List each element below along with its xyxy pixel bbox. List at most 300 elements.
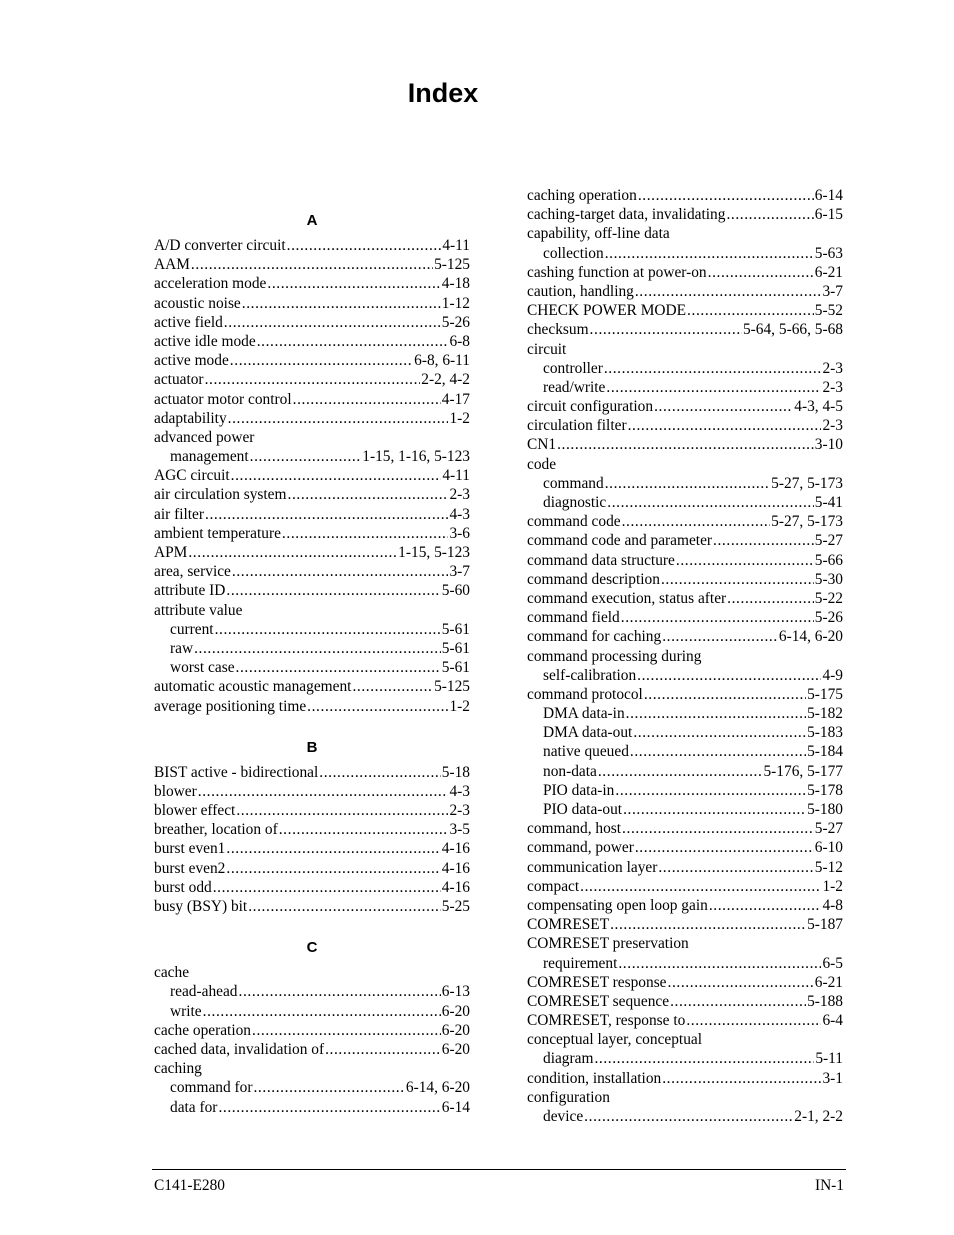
page-reference: 5-26 xyxy=(814,609,843,627)
index-entry xyxy=(154,294,470,313)
index-entry xyxy=(527,551,843,570)
dot-leader xyxy=(676,551,814,570)
index-heading xyxy=(527,1030,843,1049)
index-term: acoustic noise xyxy=(154,294,241,312)
dot-leader xyxy=(584,1107,793,1126)
dot-leader xyxy=(637,666,821,685)
dot-leader xyxy=(352,677,433,696)
page-reference: 6-20 xyxy=(441,1021,470,1039)
index-term: active mode xyxy=(154,352,229,370)
index-term: code xyxy=(527,455,557,473)
index-entry xyxy=(527,992,843,1011)
index-entry xyxy=(154,466,470,485)
dot-leader xyxy=(670,992,806,1011)
index-entry xyxy=(154,313,470,332)
dot-leader xyxy=(287,236,442,255)
dot-leader xyxy=(194,639,441,658)
page-reference: 4-9 xyxy=(822,666,843,684)
dot-leader xyxy=(248,897,441,916)
index-term: caution, handling xyxy=(527,282,634,300)
page-reference: 4-11 xyxy=(442,467,470,485)
dot-leader xyxy=(662,627,778,646)
index-subentry xyxy=(154,1002,470,1021)
index-term: PIO data-out xyxy=(543,801,623,818)
dot-leader xyxy=(188,543,397,562)
page-reference: 6-8, 6-11 xyxy=(414,352,470,370)
index-term: air filter xyxy=(154,505,204,523)
index-entry xyxy=(154,485,470,504)
index-term: blower effect xyxy=(154,802,236,820)
dot-leader xyxy=(623,800,806,819)
dot-leader xyxy=(288,485,449,504)
index-entry xyxy=(527,877,843,896)
index-entry xyxy=(527,838,843,857)
dot-leader xyxy=(618,954,821,973)
dot-leader xyxy=(218,1098,440,1117)
index-term: native queued xyxy=(543,743,629,761)
dot-leader xyxy=(658,858,813,877)
index-term: worst case xyxy=(170,659,235,677)
dot-leader xyxy=(252,1021,441,1040)
index-entry xyxy=(154,562,470,581)
index-heading xyxy=(154,963,470,982)
index-term: command field xyxy=(527,609,620,627)
page-reference: 5-25 xyxy=(441,898,470,915)
index-term: COMRESET sequence xyxy=(527,992,670,1010)
page-reference: 6-20 xyxy=(441,1002,470,1020)
index-entry xyxy=(154,524,470,543)
page-reference: 1-12 xyxy=(441,294,470,312)
section-gap xyxy=(154,916,470,933)
index-subentry xyxy=(527,244,843,263)
dot-leader xyxy=(226,581,440,600)
page-reference: 4-18 xyxy=(441,275,470,293)
dot-leader xyxy=(621,608,814,627)
dot-leader xyxy=(635,282,822,301)
index-term: APM xyxy=(154,544,188,561)
dot-leader xyxy=(605,474,770,493)
index-entry xyxy=(154,859,470,878)
dot-leader xyxy=(215,620,441,639)
index-term: read/write xyxy=(543,378,606,396)
index-term: acceleration mode xyxy=(154,275,267,293)
dot-leader xyxy=(230,351,413,370)
dot-leader xyxy=(250,447,362,466)
section-letter: C xyxy=(306,939,318,957)
index-term: non-data xyxy=(543,762,597,780)
dot-leader xyxy=(226,839,440,858)
page-reference: 3-7 xyxy=(822,282,843,300)
index-term: breather, location of xyxy=(154,821,278,839)
page-reference: 5-41 xyxy=(814,494,843,511)
page-reference: 1-2 xyxy=(449,697,470,715)
index-subentry xyxy=(527,704,843,723)
index-column-left xyxy=(154,206,470,1117)
dot-leader xyxy=(628,416,822,435)
index-entry xyxy=(527,531,843,550)
index-term: compact xyxy=(527,877,580,895)
page-reference: 5-26 xyxy=(441,313,470,331)
page-reference: 6-14 xyxy=(441,1098,470,1116)
index-entry xyxy=(154,697,470,716)
index-entry xyxy=(527,1069,843,1088)
index-term: cached data, invalidation of xyxy=(154,1040,325,1058)
index-term: management xyxy=(170,448,249,466)
dot-leader xyxy=(622,819,814,838)
index-heading xyxy=(527,455,843,474)
page-reference: 4-3, 4-5 xyxy=(794,398,843,416)
index-term: actuator motor control xyxy=(154,390,292,408)
dot-leader xyxy=(205,370,421,389)
index-term: CN1 xyxy=(527,436,557,454)
index-term: diagnostic xyxy=(543,494,607,511)
index-term: controller xyxy=(543,359,603,377)
index-term: command for caching xyxy=(527,628,662,646)
index-entry xyxy=(527,973,843,992)
page-reference: 5-27 xyxy=(814,532,843,550)
index-entry xyxy=(527,627,843,646)
index-entry xyxy=(527,320,843,339)
index-entry xyxy=(527,819,843,838)
page-reference: 2-3 xyxy=(822,417,843,435)
index-entry xyxy=(527,608,843,627)
index-heading xyxy=(154,601,470,620)
dot-leader xyxy=(713,531,814,550)
index-term: active field xyxy=(154,313,223,331)
index-term: COMRESET xyxy=(527,916,610,934)
index-term: caching operation xyxy=(527,187,637,204)
dot-leader xyxy=(257,332,449,351)
page-reference: 2-3 xyxy=(449,802,470,820)
index-term: BIST active - bidirectional xyxy=(154,763,319,781)
index-term: PIO data-in xyxy=(543,781,615,799)
page-reference: 5-66 xyxy=(814,551,843,569)
dot-leader xyxy=(607,493,814,512)
page-reference: 5-52 xyxy=(814,302,843,320)
index-subentry xyxy=(154,620,470,639)
page-reference: 6-13 xyxy=(441,983,470,1001)
index-subentry xyxy=(154,1098,470,1117)
index-entry xyxy=(527,435,843,454)
page-reference: 1-2 xyxy=(449,409,470,427)
dot-leader xyxy=(307,697,448,716)
page-reference: 5-188 xyxy=(807,992,843,1010)
page-reference: 5-61 xyxy=(441,620,470,638)
page-reference: 6-14, 6-20 xyxy=(405,1079,470,1097)
index-heading xyxy=(154,1059,470,1078)
dot-leader xyxy=(622,512,771,531)
page-reference: 1-15, 1-16, 5-123 xyxy=(362,448,470,466)
page-reference: 6-14, 6-20 xyxy=(778,628,843,646)
dot-leader xyxy=(604,359,822,378)
index-heading xyxy=(527,647,843,666)
dot-leader xyxy=(610,915,806,934)
index-term: command, power xyxy=(527,839,634,857)
index-term: data for xyxy=(170,1098,218,1116)
index-term: average positioning time xyxy=(154,697,307,715)
dot-leader xyxy=(203,1002,441,1021)
index-heading xyxy=(527,934,843,953)
index-entry xyxy=(527,570,843,589)
index-entry xyxy=(527,685,843,704)
index-term: caching-target data, invalidating xyxy=(527,206,726,224)
index-entry xyxy=(527,1011,843,1030)
page-reference: 5-11 xyxy=(815,1050,843,1068)
dot-leader xyxy=(686,1011,821,1030)
page-reference: 3-1 xyxy=(822,1069,843,1087)
page-reference: 6-21 xyxy=(814,263,843,281)
page-reference: 5-183 xyxy=(807,724,843,742)
dot-leader xyxy=(662,1069,821,1088)
index-subentry xyxy=(527,666,843,685)
dot-leader xyxy=(213,878,441,897)
index-heading xyxy=(527,1088,843,1107)
index-subentry xyxy=(527,800,843,819)
index-entry xyxy=(154,332,470,351)
index-entry xyxy=(154,351,470,370)
index-term: ambient temperature xyxy=(154,524,281,542)
page-reference: 4-17 xyxy=(441,390,470,408)
index-subentry xyxy=(527,781,843,800)
index-subentry xyxy=(527,723,843,742)
index-term: write xyxy=(170,1002,202,1020)
page-number: IN-1 xyxy=(814,1177,844,1194)
footer-rule xyxy=(152,1169,846,1170)
page-reference: 6-10 xyxy=(814,839,843,857)
page-reference: 1-15, 5-123 xyxy=(398,544,470,561)
index-entry xyxy=(154,820,470,839)
page-reference: 5-27 xyxy=(814,820,843,838)
index-term: circulation filter xyxy=(527,417,627,435)
index-subentry xyxy=(527,762,843,781)
page-reference: 5-61 xyxy=(441,659,470,677)
dot-leader xyxy=(633,723,806,742)
index-subentry xyxy=(154,982,470,1001)
page-reference: 5-178 xyxy=(807,781,843,799)
index-entry xyxy=(154,409,470,428)
index-subentry xyxy=(154,658,470,677)
page-reference: 4-16 xyxy=(441,840,470,858)
dot-leader xyxy=(626,704,806,723)
dot-leader xyxy=(293,390,441,409)
index-subentry xyxy=(527,359,843,378)
index-entry xyxy=(527,512,843,531)
index-term: burst even1 xyxy=(154,840,226,858)
index-term: command protocol xyxy=(527,685,643,703)
index-term: air circulation system xyxy=(154,486,287,504)
page-reference: 3-6 xyxy=(449,524,470,542)
index-term: checksum xyxy=(527,321,589,339)
dot-leader xyxy=(661,570,814,589)
page-reference: 5-27, 5-173 xyxy=(771,474,843,492)
dot-leader xyxy=(279,820,449,839)
dot-leader xyxy=(590,320,742,339)
page-reference: 4-11 xyxy=(442,237,470,254)
index-term: command description xyxy=(527,570,660,588)
index-term: AGC circuit xyxy=(154,467,230,485)
dot-leader xyxy=(644,685,806,704)
page-reference: 6-20 xyxy=(441,1040,470,1058)
index-term: COMRESET response xyxy=(527,973,667,991)
index-term: circuit configuration xyxy=(527,398,654,416)
index-term: attribute value xyxy=(154,601,243,619)
page-reference: 5-184 xyxy=(807,743,843,761)
index-term: circuit xyxy=(527,340,567,358)
index-term: diagram xyxy=(543,1050,594,1068)
index-entry xyxy=(527,589,843,608)
page-reference: 2-3 xyxy=(822,378,843,396)
index-term: configuration xyxy=(527,1088,610,1106)
page-reference: 5-22 xyxy=(814,589,843,607)
index-term: condition, installation xyxy=(527,1069,662,1087)
dot-leader xyxy=(325,1040,441,1059)
index-term: blower xyxy=(154,782,197,800)
index-entry xyxy=(154,543,470,562)
page-reference: 6-15 xyxy=(814,206,843,224)
dot-leader xyxy=(615,781,806,800)
index-term: conceptual layer, conceptual xyxy=(527,1031,703,1049)
index-heading xyxy=(527,340,843,359)
dot-leader xyxy=(319,763,441,782)
index-term: attribute ID xyxy=(154,582,226,600)
index-entry xyxy=(527,915,843,934)
dot-leader xyxy=(191,255,433,274)
dot-leader xyxy=(282,524,449,543)
index-subentry xyxy=(527,1049,843,1068)
dot-leader xyxy=(557,435,814,454)
index-term: COMRESET, response to xyxy=(527,1012,686,1030)
page-reference: 6-5 xyxy=(822,954,843,972)
dot-leader xyxy=(267,274,440,293)
dot-leader xyxy=(205,505,448,524)
section-letter: A xyxy=(306,212,318,229)
index-subentry xyxy=(527,378,843,397)
dot-leader xyxy=(708,263,814,282)
dot-leader xyxy=(580,877,821,896)
page-reference: 4-3 xyxy=(449,782,470,800)
page-reference: 5-27, 5-173 xyxy=(771,513,843,531)
index-entry xyxy=(154,236,470,255)
index-term: raw xyxy=(170,639,194,657)
index-entry xyxy=(527,263,843,282)
index-subentry xyxy=(154,639,470,658)
index-entry xyxy=(154,878,470,897)
index-column-right xyxy=(527,186,843,1126)
index-term: command for xyxy=(170,1079,253,1097)
dot-leader xyxy=(687,301,814,320)
index-entry xyxy=(154,782,470,801)
page-reference: 4-16 xyxy=(441,859,470,877)
index-entry xyxy=(154,1040,470,1059)
page-reference: 2-3 xyxy=(449,486,470,504)
index-heading xyxy=(527,224,843,243)
dot-leader xyxy=(224,313,441,332)
index-entry xyxy=(154,677,470,696)
index-subentry xyxy=(527,474,843,493)
index-term: device xyxy=(543,1108,584,1125)
index-term: cache xyxy=(154,964,190,982)
page-reference: 5-61 xyxy=(441,639,470,657)
index-entry xyxy=(154,801,470,820)
index-entry xyxy=(527,416,843,435)
index-term: command execution, status after xyxy=(527,589,727,607)
index-heading xyxy=(154,428,470,447)
dot-leader xyxy=(726,205,813,224)
page-reference: 5-18 xyxy=(441,763,470,781)
index-term: self-calibration xyxy=(543,666,637,684)
index-term: communication layer xyxy=(527,858,658,876)
index-subentry xyxy=(527,742,843,761)
index-subentry xyxy=(527,493,843,512)
index-term: busy (BSY) bit xyxy=(154,898,248,915)
page-reference: 2-1, 2-2 xyxy=(794,1108,843,1125)
page-reference: 5-63 xyxy=(814,244,843,262)
dot-leader xyxy=(668,973,814,992)
index-entry xyxy=(154,505,470,524)
index-term: command, host xyxy=(527,820,622,838)
dot-leader xyxy=(242,294,441,313)
document-number: C141-E280 xyxy=(154,1177,225,1194)
index-term: advanced power xyxy=(154,428,255,446)
index-term: command processing during xyxy=(527,647,702,665)
page-reference: 1-2 xyxy=(822,877,843,895)
page-reference: 6-4 xyxy=(822,1012,843,1030)
index-term: adaptability xyxy=(154,409,227,427)
index-term: command code and parameter xyxy=(527,532,713,550)
dot-leader xyxy=(630,742,806,761)
page-reference: 3-10 xyxy=(814,436,843,454)
dot-leader xyxy=(635,838,814,857)
page-reference: 5-125 xyxy=(434,256,470,274)
index-term: A/D converter circuit xyxy=(154,237,286,254)
index-term: DMA data-out xyxy=(543,724,633,742)
dot-leader xyxy=(231,466,442,485)
index-term: cashing function at power-on xyxy=(527,263,707,281)
index-entry xyxy=(527,301,843,320)
index-term: collection xyxy=(543,244,604,262)
dot-leader xyxy=(654,397,793,416)
index-term: CHECK POWER MODE xyxy=(527,302,687,320)
index-entry xyxy=(154,1021,470,1040)
index-term: command code xyxy=(527,513,621,531)
index-term: command data structure xyxy=(527,551,675,569)
page-reference: 5-30 xyxy=(814,570,843,588)
page-reference: 5-64, 5-66, 5-68 xyxy=(742,321,843,339)
page-reference: 5-182 xyxy=(807,705,843,723)
index-entry xyxy=(154,274,470,293)
index-subentry xyxy=(527,1107,843,1126)
page-reference: 5-12 xyxy=(814,858,843,876)
dot-leader xyxy=(198,782,449,801)
page-reference: 6-21 xyxy=(814,973,843,991)
index-term: cache operation xyxy=(154,1021,251,1039)
index-term: requirement xyxy=(543,954,618,972)
section-gap xyxy=(154,716,470,733)
page-reference: 3-5 xyxy=(449,821,470,839)
index-entry xyxy=(527,896,843,915)
index-term: burst odd xyxy=(154,878,212,896)
index-term: active idle mode xyxy=(154,332,256,350)
dot-leader xyxy=(226,859,440,878)
page-reference: 5-125 xyxy=(434,678,470,696)
index-entry xyxy=(154,839,470,858)
dot-leader xyxy=(605,244,814,263)
page-reference: 3-7 xyxy=(449,563,470,581)
page-reference: 5-60 xyxy=(441,582,470,600)
index-term: caching xyxy=(154,1060,202,1078)
index-term: area, service xyxy=(154,563,231,581)
page-reference: 5-175 xyxy=(807,685,843,703)
